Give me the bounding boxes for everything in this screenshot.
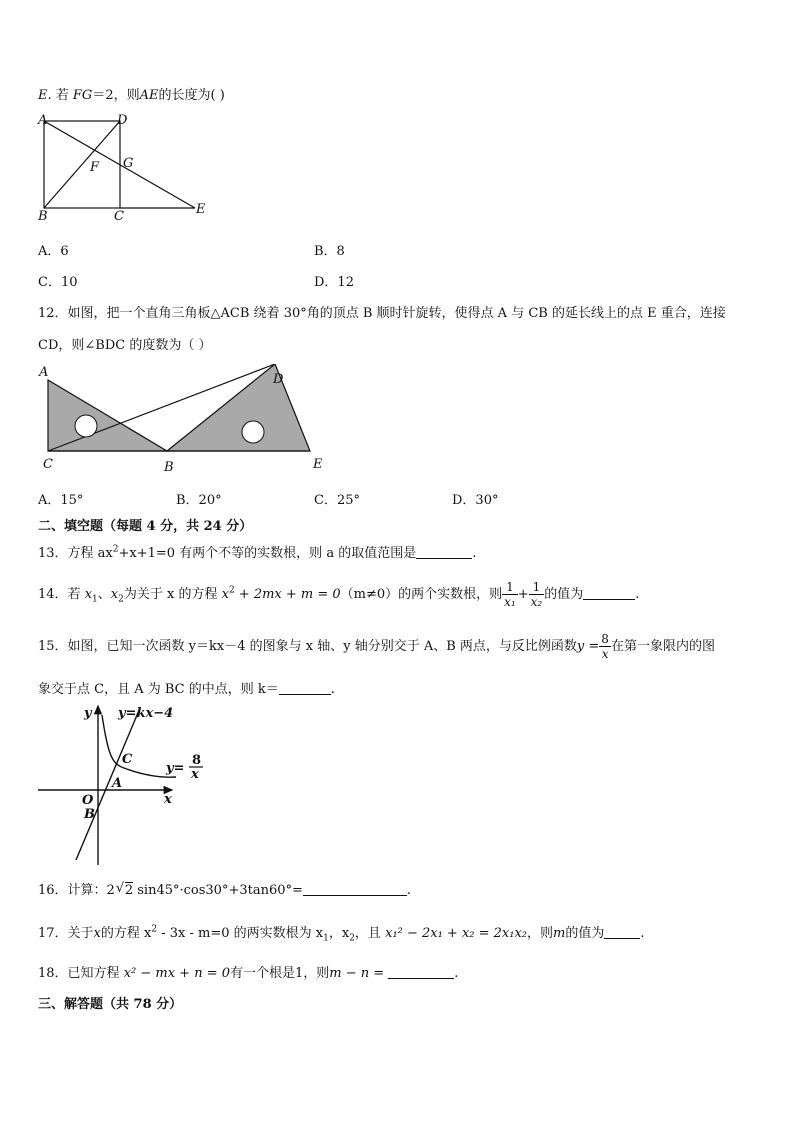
q11-prefix: E (38, 88, 48, 103)
q11-figure (34, 112, 224, 224)
q14-fraction-2: $\frac{1}{\text{x₂}}$ (530, 580, 543, 609)
q16-answer-blank[interactable] (303, 883, 407, 896)
q13: 13．方程 $ax^2+x+1=0$ 有两个不等的实数根，则 a 的取值范围是 . (38, 544, 477, 561)
q11-label-F: F (90, 160, 100, 175)
q15-answer-blank[interactable] (279, 682, 331, 695)
q11-option-d: D．12 (314, 275, 354, 290)
q15-label-line: y=kx−4 (118, 706, 174, 721)
q15-line2: 象交于点 C，且 A 为 BC 的中点，则 k＝ . (38, 682, 335, 697)
q17-answer-blank[interactable] (604, 926, 640, 939)
q12-option-a: A．15° (38, 493, 84, 508)
q15-line1: 15．如图，已知一次函数 y＝kx－4 的图象与 x 轴、y 轴分别交于 A、B 两点，与反比例函数y = $\frac{8}{x}$ 在第一象限内的图 (38, 632, 715, 661)
q18-expression: m − n = (329, 966, 385, 981)
q15-label-hyper-num: 8 (192, 753, 202, 768)
section-fill-in-title: 二、填空题（每题 4 分，共 24 分） (38, 519, 253, 534)
q17-condition: x₁² − 2x₁ + x₂ = 2x₁x₂ (385, 926, 528, 941)
q12-line2: CD，则∠BDC 的度数为（ ） (38, 338, 212, 353)
q12-label-C: C (43, 457, 53, 472)
q14: 14．若 $x_1$、$x_2$为关于 x 的方程 $x^2 + 2mx + m = 0(m\ne 0)$的两个实数根，则 $\frac{1}{\text{x₁}}$ + $\frac{1}{\text{x₂}}$ 的值为 . (38, 580, 640, 609)
q11-label-B: B (38, 209, 48, 224)
q11-option-a: A．6 (38, 244, 69, 259)
q15-label-B: B (84, 807, 95, 822)
q15-label-hyper-den: x (191, 767, 199, 782)
q12-option-c: C．25° (314, 493, 360, 508)
q17: 17．关于x的方程 $x^2 - 3x - m=0$ 的两实数根为 $x_1$，$x_2$，且 x₁² − 2x₁ + x₂ = 2x₁x₂，则m的值为 . (38, 924, 645, 944)
q14-fraction-1: $\frac{1}{\text{x₁}}$ (504, 580, 516, 609)
q16-coef: 2 (106, 883, 115, 898)
q12-label-B: B (164, 460, 174, 475)
q18-answer-blank[interactable] (388, 966, 454, 979)
q16-sqrt: √ 2 (115, 881, 134, 898)
q11-label-E: E (196, 202, 206, 217)
q11-label-C: C (114, 209, 124, 224)
q11-stem: E. 若 FG＝2，则AE的长度为( ) (38, 88, 225, 103)
q12-label-E: E (313, 457, 323, 472)
q12-option-b: B．20° (176, 493, 222, 508)
q12-line1: 12．如图，把一个直角三角板△ACB 绕着 30°角的顶点 B 顺时针旋转，使得点 A 与 CB 的延长线上的点 E 重合，连接 (38, 306, 726, 321)
q18-equation: x² − mx + n = 0 (123, 966, 231, 981)
q12-label-A: A (39, 365, 49, 380)
q11-label-G: G (123, 156, 134, 171)
q12-label-D: D (273, 372, 284, 387)
q15-label-A: A (112, 776, 123, 791)
q11-label-D: D (117, 113, 128, 128)
q14-answer-blank[interactable] (583, 587, 635, 600)
q12-option-d: D．30° (452, 493, 499, 508)
q15-label-C: C (122, 752, 133, 767)
q15-label-O: O (82, 793, 94, 808)
q15-figure (34, 700, 214, 865)
q12-figure (34, 364, 334, 476)
q11-option-c: C．10 (38, 275, 78, 290)
q13-answer-blank[interactable] (416, 546, 472, 559)
q15-label-y: y (84, 706, 92, 721)
q11-option-b: B．8 (314, 244, 345, 259)
q16: 16．计算：2 √ 2 sin45°·cos30°+3tan60°= . (38, 881, 412, 898)
q15-label-hyper-y: y= (166, 761, 185, 776)
q11-label-A: A (38, 113, 48, 128)
q15-fraction: $\frac{8}{x}$ (601, 632, 609, 661)
q18: 18．已知方程 x² − mx + n = 0有一个根是1，则m − n = . (38, 966, 459, 981)
section-solve-title: 三、解答题（共 78 分） (38, 997, 183, 1012)
q15-label-x: x (164, 792, 172, 807)
